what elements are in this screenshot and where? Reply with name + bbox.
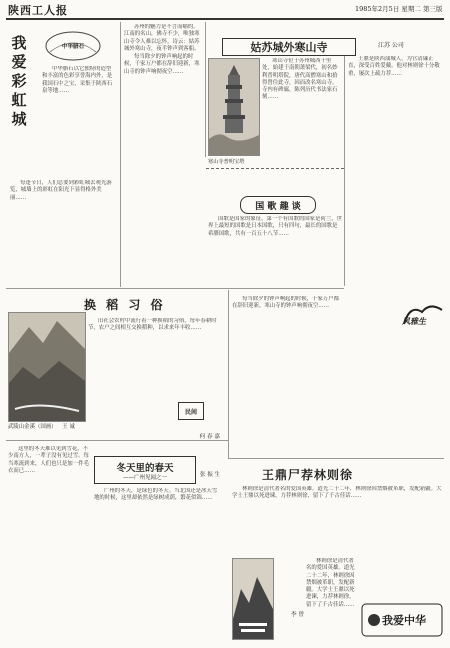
custom-author: 何 春 嘉 [199,434,220,440]
photo-caption: 寒山寺普明宝塔 [208,159,245,165]
pagoda-icon [209,59,259,155]
seal-text: 中华腊石 [61,44,84,50]
title-char: 彩 [11,72,27,90]
pagoda-photo [208,58,260,156]
lin-story-column [306,558,356,640]
folk-stamp: 民间 [178,402,204,420]
left-feature-body-bottom [10,180,116,282]
story-title: 姑苏城外寒山寺 [222,38,356,56]
spring-subtitle: ——广州见闻之一 [122,475,167,481]
lin-story-author: 李 曾 [291,612,304,618]
header-rule [6,18,444,20]
painting-caption: 武陵山金溪（国画） 王 诚 [8,424,75,430]
left-feature-title [10,34,28,129]
paragraph: 旧社会农村中流行着一种换稻的习俗，每年春耕时节，农户之间相互交换稻种，以求来年丰收…… [88,318,217,332]
painting-artist: 王 诚 [62,424,75,430]
paragraph: 每当除夕的钟声响起的时候，千家万户都在辞旧迎新，寒山寺的钟声响彻夜空…… [232,296,340,310]
spring-author: 张 振 生 [200,472,220,478]
section-divider [206,168,344,169]
paragraph: 寒山寺位于苏州城西十里处，始建于南朝萧梁代，初名妙利普明塔院，唐代高僧寒山和拾得曾住此寺，因而改名寒山寺。寺内有碑廊，陈列历代书法家石刻…… [262,58,338,101]
spring-title-box [94,456,196,484]
story-byline: 江苏 公司 [378,42,404,49]
masthead: 陕西工人报 [8,4,68,17]
spring-body [94,488,222,640]
paragraph: 每逢节日，人们总要到彩虹城去观光游览，城墙上的彩虹在阳光下显得格外美丽…… [10,180,112,201]
title-char: 城 [11,110,27,128]
left-feature-body-top [42,66,116,176]
right-column-body [348,56,444,316]
paragraph: 广州的冬天，是绿色的冬天。当北国还是冰天雪地的时候，这里却依然是绿树成荫，繁花似锦…… [94,488,218,502]
paragraph: 苏州的魅力是不言而喻的。江南的名山，佛寺不少，唯独寒山寺令人难以忘怀，诗云：姑苏城外寒山寺，夜半钟声到客船。 [124,24,200,52]
column-divider [228,290,229,458]
paragraph: 国歌是国家的象征。第一个有国歌的国家是荷兰，世界上最短的国歌是日本国歌，只有四句，最长的国歌是希腊国歌，共有一百五十八节…… [208,216,342,237]
bottom-logo-text: 我爱中华 [382,614,426,627]
title-char: 爱 [11,53,27,71]
paragraph: 中华腊石以它独特的造型和丰富的色彩享誉海内外，是我国石中之宝，采集于陕西石泉等地…… [42,66,113,94]
paragraph: 林则徐是清代著名的爱国英雄。道光二十二年，林则徐因禁烟被革职，发配新疆。大学士王鼎以死进谏，力荐林则徐，留下了千古佳话…… [306,558,355,608]
custom-title: 换 稻 习 俗 [84,298,166,312]
lin-story-title: 王鼎尸荐林则徐 [262,468,354,482]
column-divider [205,22,206,157]
story-body [262,58,342,158]
paragraph: 每当除夕的钟声响起的时候，千家万户都在辞旧迎新，寒山寺的钟声响彻夜空…… [124,54,200,75]
bottom-logo [360,600,444,640]
title-char: 虹 [11,91,27,109]
column-divider [120,22,121,287]
riddle-title: 国 歌 趣 谈 [240,196,316,214]
mountain-woodcut [232,558,274,640]
seal-emblem [44,30,102,62]
spring-title: 冬天里的春天 [116,463,174,474]
date-line: 1985年2月5日 星期二 第三版 [355,5,443,13]
painting-image [8,312,86,422]
logo-text: 风雅生 [402,316,426,326]
lin-story-body [232,486,442,556]
logo-fengyasheng [400,300,446,330]
riddle-body [208,216,342,286]
bottom-left-body [8,446,90,642]
landscape-painting-icon [9,313,85,421]
paragraph: 这里的冬天难以见到雪花，不少南方人，一辈子没有见过雪。每当寒流到来，人们也只是加一件毛衣而已…… [8,446,89,474]
middle-right-body [232,296,342,456]
section-rule [6,288,344,289]
center-article-body [124,24,202,286]
paragraph: 林则徐是清代著名的爱国英雄。道光二十二年，林则徐因禁烟被革职，发配新疆。大学士王鼎以死进谏，力荐林则徐，留下了千古佳话…… [232,486,442,500]
column-divider [344,56,345,286]
section-rule [6,440,228,441]
section-rule [228,458,444,459]
woodcut-icon [233,559,273,639]
title-char: 我 [11,34,27,52]
paragraph: 王鼎是陕西蒲城人，为官清廉正直，深受百姓爱戴。他对林则徐十分敬重，屡次上疏力荐…… [348,56,440,77]
